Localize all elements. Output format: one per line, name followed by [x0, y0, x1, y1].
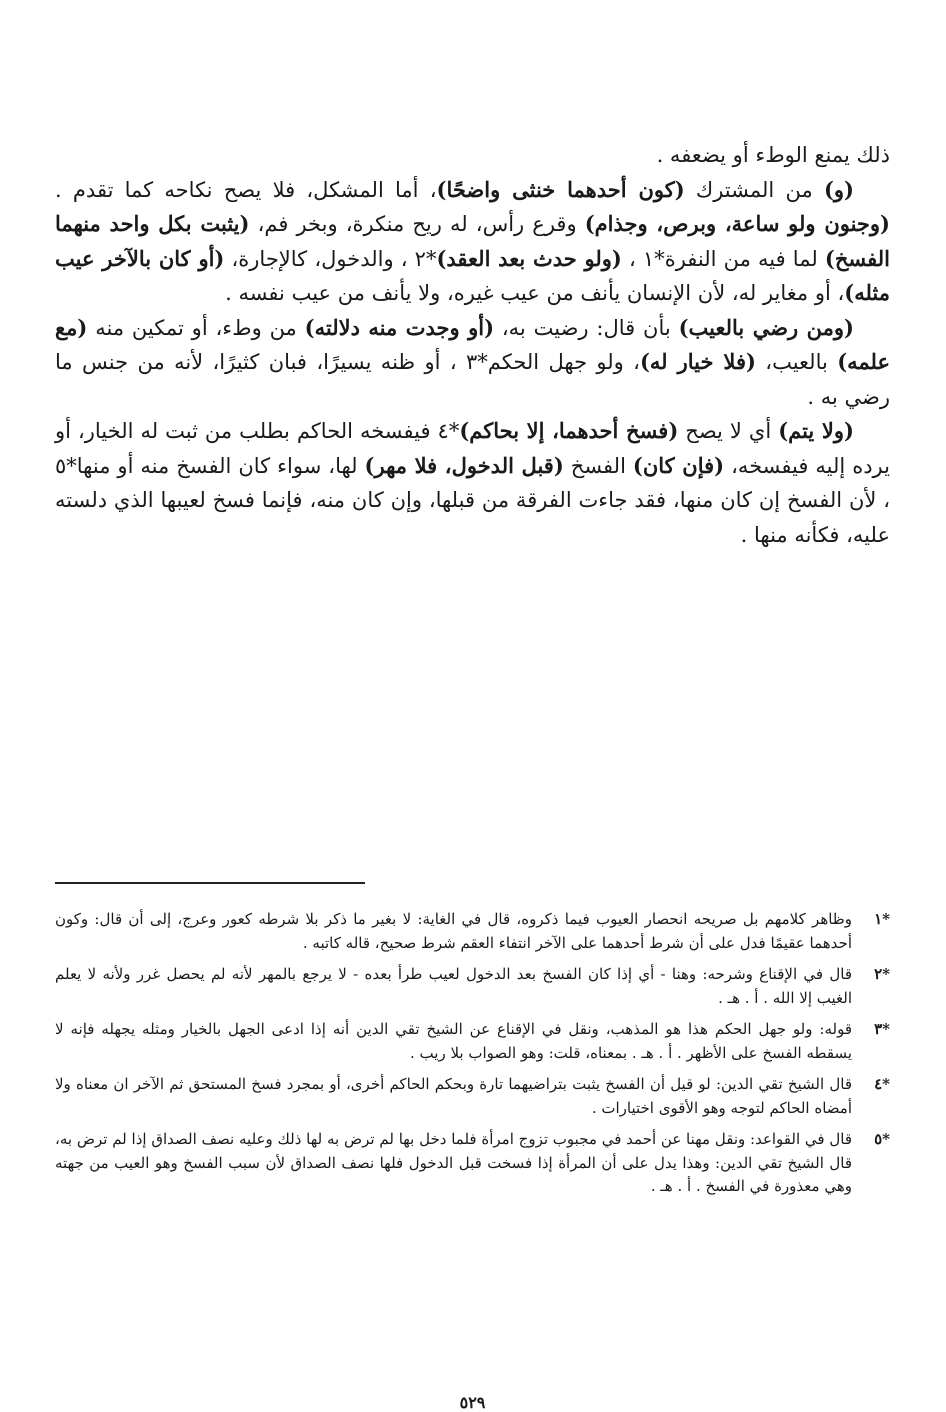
- text-run-bold: (وجنون ولو ساعة، وبرص، وجذام): [584, 211, 890, 236]
- paragraph-1: [55, 138, 890, 173]
- text-run-bold: (قبل الدخول، فلا مهر): [364, 452, 564, 478]
- text-run: ذلك يمنع الوطء أو يضعفه .: [656, 143, 890, 167]
- text-run: وقرع رأس، له ريح منكرة، وبخر فم،: [249, 212, 585, 236]
- footnote-text: وظاهر كلامهم بل صريحه انحصار العيوب فيما ذكروه، قال في الغاية: لا بغير ما ذكر بلا شرطه كعور وعرج، إلى أن قال: وكون أحدهما عقيمًا فدل على أن شرط أحدهما على الآخر انتفاء العقم شرط صحيح، قاله كاتبه .: [55, 910, 852, 952]
- paragraph-4: [55, 414, 890, 552]
- text-run-bold: (ولا يتم): [778, 418, 854, 443]
- footnote-mark: *٣: [874, 1020, 890, 1038]
- text-run: من وطء، أو تمكين منه: [87, 315, 305, 340]
- text-run-bold: (فسخ أحدهما، إلا بحاكم): [459, 418, 679, 443]
- footnote-3: [55, 1018, 890, 1065]
- text-run-bold: (ولو حدث بعد العقد): [436, 245, 622, 271]
- text-run: ، أما المشكل، فلا يصح نكاحه كما تقدم .: [55, 177, 437, 202]
- footnote-5: [55, 1128, 890, 1199]
- footnote-2: [55, 963, 890, 1010]
- text-run-bold: (يثبت بكل واحد منهما الفسخ): [55, 211, 890, 271]
- text-run-bold: (كون أحدهما خنثى واضحًا): [436, 176, 685, 202]
- text-run-bold: (أو وجدت منه دلالته): [304, 314, 495, 340]
- paragraph-3: [55, 311, 890, 415]
- text-run: أي لا يصح: [678, 419, 779, 443]
- text-run-bold: (ومن رضي بالعيب): [678, 314, 854, 340]
- paragraph-2: [55, 173, 890, 311]
- text-run: *٤ فيفسخه الحاكم بطلب من ثبت له الخيار، أو يرده إليه فيفسخه،: [55, 419, 890, 478]
- page: [55, 138, 891, 1412]
- footnote-mark: *٢: [874, 965, 890, 983]
- footnote-text: قوله: ولو جهل الحكم هذا هو المذهب، ونقل في الإقناع عن الشيخ تقي الدين أنه إذا ادعى الجهل بالخيار ومثله يجهله فإنه لا يسقطه الفسخ على الأظهر . أ . هـ . بمعناه، قلت: وهو الصواب بلا ريب .: [55, 1020, 852, 1062]
- text-run: ، ولو جهل الحكم*٣ ، أو ظنه يسيرًا، فبان كثيرًا، لأنه من جنس ما رضي به .: [55, 350, 890, 409]
- text-run: من المشترك: [684, 177, 824, 202]
- text-run: لها، سواء كان الفسخ منه أو منها*٥ ، لأن الفسخ إن كان منها، فقد جاءت الفرقة من قبلها، وإن كان منه، فإنما فسخ لعيبها الذي دلسته عليه، فكأنه منها .: [55, 453, 890, 547]
- footnote-mark: *٤: [874, 1075, 890, 1093]
- text-run: الفسخ: [563, 453, 633, 478]
- footnotes: [55, 908, 890, 1207]
- main-text: [55, 138, 890, 552]
- text-run: ، أو مغاير له، لأن الإنسان يأنف من عيب غيره، ولا يأنف من عيب نفسه .: [225, 281, 845, 305]
- footnote-mark: *١: [874, 910, 890, 928]
- text-run-bold: (أو كان بالآخر عيب مثله): [55, 245, 890, 305]
- footnote-text: قال في القواعد: ونقل مهنا عن أحمد في مجبوب تزوج امرأة فلما دخل بها لم ترض به لها ذلك وعليه نصف الصداق إذا لم ترض به، قال الشيخ تقي الدين: وهذا يدل على أن المرأة إذا فسخت قبل الدخول فلها نصف الصداق لأن سبب الفسخ وهو العيب من جهته وهي معذورة في الفسخ . أ . هـ .: [55, 1130, 852, 1195]
- text-run: بالعيب،: [755, 350, 838, 374]
- text-run: بأن قال: رضيت به،: [494, 315, 679, 340]
- footnote-separator: [55, 882, 365, 884]
- footnote-1: [55, 908, 890, 955]
- text-run: *٢ ، والدخول، كالإجارة،: [224, 246, 437, 271]
- text-run-bold: (مع علمه): [55, 314, 891, 374]
- text-run: لما فيه من النفرة*١ ،: [621, 246, 825, 271]
- text-run-bold: (و): [823, 176, 854, 202]
- footnote-text: قال في الإقناع وشرحه: وهنا - أي إذا كان الفسخ بعد الدخول لعيب طرأ بعده - لا يرجع بالمهر لأنه لم يحصل غرر ولأنه لا يعلم الغيب إلا الله . أ . هـ .: [55, 965, 852, 1007]
- footnote-mark: *٥: [874, 1130, 890, 1148]
- text-run-bold: (فإن كان): [632, 452, 725, 478]
- page-number: ٥٢٩: [459, 1393, 486, 1412]
- footnote-text: قال الشيخ تقي الدين: لو قيل أن الفسخ يثبت بتراضيهما تارة وبحكم الحاكم أخرى، أو بمجرد فسخ المستحق ثم الآخر ان معناه ولا أمضاه الحاكم لتوجه وهو الأقوى اختيارات .: [55, 1075, 852, 1117]
- footnote-4: [55, 1073, 890, 1120]
- text-run-bold: (فلا خيار له): [639, 349, 756, 374]
